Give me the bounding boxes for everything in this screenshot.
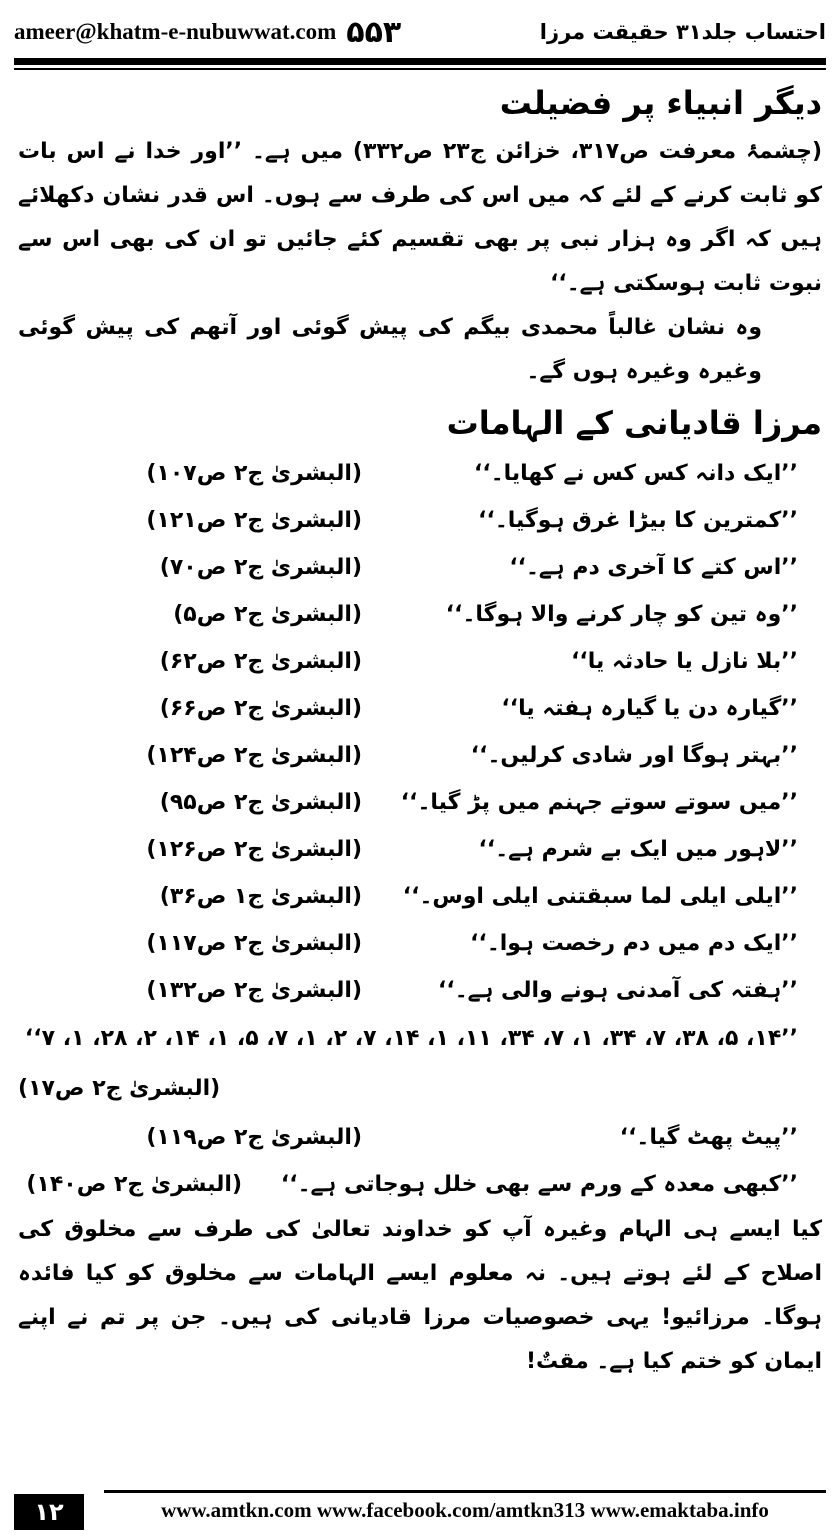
ilham-quote: ’’کبھی معدہ کے ورم سے بھی خلل ہوجاتی ہے۔‘‘	[280, 1172, 798, 1197]
ilham-reference: (البشریٰ ج۱ ص۳۶)	[159, 884, 362, 909]
header-rule-thin	[14, 68, 826, 70]
numbers-ilham: ’’۱۴، ۵، ۳۸، ۷، ۳۴، ۱، ۷، ۳۴، ۱۱، ۱، ۱۴، ۷، ۲، ۱، ۷، ۵، ۱، ۱۴، ۲، ۲۸، ۱، ۷‘‘	[24, 1026, 798, 1051]
page-content	[18, 74, 822, 1384]
numbers-reference-row	[18, 1064, 822, 1114]
list-item	[18, 497, 822, 544]
list-item	[18, 450, 822, 497]
list-item	[18, 732, 822, 779]
list-item	[18, 638, 822, 685]
ilham-reference: (البشریٰ ج۲ ص۱۴۰)	[26, 1172, 242, 1197]
list-item	[18, 873, 822, 920]
ilham-quote: ’’ایک دم میں دم رخصت ہوا۔‘‘	[470, 931, 798, 956]
numbers-reference: (البشریٰ ج۲ ص۱۷)	[18, 1076, 221, 1101]
header-rule-thick	[14, 58, 826, 65]
email-address[interactable]: ameer@khatm-e-nubuwwat.com	[14, 19, 337, 44]
conclusion-paragraph: کیا ایسے ہی الہام وغیرہ آپ کو خداوند تعالیٰ کی طرف سے مخلوق کی اصلاح کے لئے ہوتے ہیں۔ نہ معلوم ایسے الہامات سے مخلوق کو کیا فائدہ ہوگا۔ مرزائیو! یہی خصوصیات مرزا قادیانی کی ہیں۔ جن پر تم نے اپنے ایمان کو ختم کیا ہے۔ مقتٌ!	[18, 1217, 822, 1374]
footer-page-label: ۱۲	[14, 1494, 84, 1530]
ilham-reference: (البشریٰ ج۲ ص۶۲)	[159, 649, 362, 674]
header-left	[14, 15, 401, 50]
ilham-quote: ’’ہفتہ کی آمدنی ہونے والی ہے۔‘‘	[437, 978, 798, 1003]
list-item	[18, 826, 822, 873]
list-item	[18, 967, 822, 1014]
list-item	[18, 544, 822, 591]
page-number: ۵۵۳	[346, 14, 402, 50]
ilham-reference: (البشریٰ ج۲ ص۱۰۷)	[146, 461, 362, 486]
running-title: احتساب جلد۳۱ حقیقت مرزا	[539, 20, 826, 44]
list-item	[18, 1161, 822, 1208]
quote-paragraph: (چشمۂ معرفت ص۳۱۷، خزائن ج۲۳ ص۳۳۲) میں ہے۔ ’’اور خدا نے اس بات کو ثابت کرنے کے لئے کہ میں اس کی طرف سے ہوں۔ اس قدر نشان دکھلائے ہیں کہ اگر وہ ہزار نبی پر بھی تقسیم کئے جائیں تو ان کی بھی اس سے نبوت ثابت ہوسکتی ہے۔‘‘	[18, 139, 823, 296]
page-footer	[14, 1490, 826, 1530]
note-paragraph: وہ نشان غالباً محمدی بیگم کی پیش گوئی اور آتھم کی پیش گوئی وغیرہ وغیرہ ہوں گے۔	[18, 315, 762, 384]
ilham-reference: (البشریٰ ج۲ ص۱۳۲)	[146, 978, 362, 1003]
list-item	[18, 920, 822, 967]
ilham-quote: ’’اس کتے کا آخری دم ہے۔‘‘	[509, 555, 798, 580]
ilham-quote: ’’کمترین کا بیڑا غرق ہوگیا۔‘‘	[478, 508, 798, 533]
list-item	[18, 1114, 822, 1161]
section-heading-ilhamat: مرزا قادیانی کے الہامات	[446, 404, 822, 442]
ilham-reference: (البشریٰ ج۲ ص۹۵)	[159, 790, 362, 815]
list-item	[18, 685, 822, 732]
ilham-quote: ’’لاہور میں ایک بے شرم ہے۔‘‘	[478, 837, 798, 862]
ilham-quote: ’’میں سوتے سوتے جہنم میں پڑ گیا۔‘‘	[400, 790, 798, 815]
ilham-quote: ’’ایک دانہ کس کس نے کھایا۔‘‘	[474, 461, 798, 486]
ilham-quote: ’’بہتر ہوگا اور شادی کرلیں۔‘‘	[470, 743, 798, 768]
ilham-reference: (البشریٰ ج۲ ص۷۰)	[159, 555, 362, 580]
ilham-reference: (البشریٰ ج۲ ص۱۱۹)	[146, 1125, 362, 1150]
list-item	[18, 779, 822, 826]
ilham-quote: ’’ایلی ایلی لما سبقتنی ایلی اوس۔‘‘	[402, 884, 798, 909]
section-heading-superiority: دیگر انبیاء پر فضیلت	[499, 84, 822, 122]
ilham-reference: (البشریٰ ج۲ ص۱۱۷)	[146, 931, 362, 956]
ilham-quote: ’’پیٹ پھٹ گیا۔‘‘	[619, 1125, 798, 1150]
footer-rule	[104, 1490, 826, 1493]
ilham-reference: (البشریٰ ج۲ ص۱۲۶)	[146, 837, 362, 862]
ilham-quote: ’’بلا نازل یا حادثہ یا‘‘	[571, 649, 798, 674]
ilham-reference: (البشریٰ ج۲ ص۱۲۴)	[146, 743, 362, 768]
ilham-list	[18, 450, 822, 1014]
footer-links[interactable]: www.amtkn.com www.facebook.com/amtkn313 www.emaktaba.info	[161, 1498, 769, 1522]
ilham-quote: ’’گیارہ دن یا گیارہ ہفتہ یا‘‘	[501, 696, 798, 721]
list-item	[18, 591, 822, 638]
ilham-reference: (البشریٰ ج۲ ص۵)	[173, 602, 362, 627]
ilham-reference: (البشریٰ ج۲ ص۶۶)	[159, 696, 362, 721]
ilham-quote: ’’وہ تین کو چار کرنے والا ہوگا۔‘‘	[445, 602, 798, 627]
page-header	[14, 10, 826, 54]
ilham-reference: (البشریٰ ج۲ ص۱۲۱)	[146, 508, 362, 533]
